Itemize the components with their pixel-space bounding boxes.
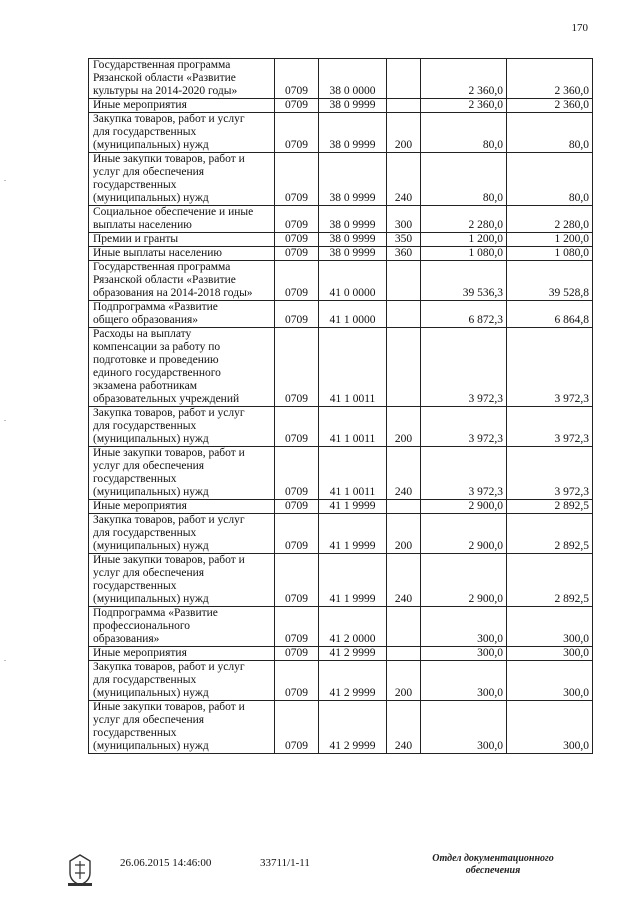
table-row [89,113,593,153]
row-section-code: 0709 [275,301,319,328]
row-amount-1: 300,0 [421,647,507,661]
row-name: Социальное обеспечение и иные выплаты населению [89,206,275,233]
row-name: Премии и гранты [89,233,275,247]
row-section-code: 0709 [275,153,319,206]
row-section-code: 0709 [275,59,319,99]
row-expense-type: 300 [387,206,421,233]
row-expense-type: 240 [387,447,421,500]
row-name: Расходы на выплату компенсации за работу по подготовке и проведению единого государственного экзамена работникам образовательных учреждений [89,328,275,407]
department-stamp: Отдел документационного обеспечения [432,853,554,876]
row-target-article: 41 1 0000 [319,301,387,328]
row-amount-2: 3 972,3 [507,447,593,500]
row-name: Государственная программа Рязанской области «Развитие культуры на 2014-2020 годы» [89,59,275,99]
row-amount-1: 3 972,3 [421,328,507,407]
table-row [89,301,593,328]
page-number: 170 [571,22,588,34]
budget-table-body [89,59,593,754]
row-amount-2: 2 892,5 [507,554,593,607]
table-row [89,661,593,701]
row-expense-type: 360 [387,247,421,261]
row-target-article: 41 1 0011 [319,407,387,447]
row-section-code: 0709 [275,99,319,113]
row-target-article: 41 2 9999 [319,661,387,701]
row-amount-2: 80,0 [507,153,593,206]
row-amount-1: 3 972,3 [421,407,507,447]
row-amount-1: 80,0 [421,153,507,206]
table-row [89,206,593,233]
row-amount-1: 2 900,0 [421,514,507,554]
table-row [89,99,593,113]
row-amount-2: 2 892,5 [507,500,593,514]
row-amount-2: 2 360,0 [507,59,593,99]
table-row [89,607,593,647]
row-amount-1: 1 200,0 [421,233,507,247]
table-row [89,554,593,607]
budget-table [88,58,593,754]
row-name: Закупка товаров, работ и услуг для государственных (муниципальных) нужд [89,407,275,447]
footer-datetime: 26.06.2015 14:46:00 [120,857,212,869]
footer-doc-code: 33711/1-11 [260,857,310,869]
row-expense-type [387,328,421,407]
row-amount-2: 80,0 [507,113,593,153]
row-amount-1: 80,0 [421,113,507,153]
row-expense-type: 240 [387,153,421,206]
row-amount-1: 39 536,3 [421,261,507,301]
row-target-article: 41 0 0000 [319,261,387,301]
row-section-code: 0709 [275,447,319,500]
row-expense-type: 200 [387,514,421,554]
row-section-code: 0709 [275,328,319,407]
row-section-code: 0709 [275,514,319,554]
row-section-code: 0709 [275,407,319,447]
row-amount-1: 300,0 [421,701,507,754]
row-name: Закупка товаров, работ и услуг для государственных (муниципальных) нужд [89,661,275,701]
margin-mark [4,420,6,421]
row-target-article: 41 2 0000 [319,607,387,647]
row-target-article: 38 0 9999 [319,113,387,153]
row-amount-1: 2 900,0 [421,500,507,514]
row-section-code: 0709 [275,661,319,701]
table-row [89,59,593,99]
row-section-code: 0709 [275,607,319,647]
row-section-code: 0709 [275,261,319,301]
row-section-code: 0709 [275,500,319,514]
row-name: Иные выплаты населению [89,247,275,261]
row-expense-type: 200 [387,407,421,447]
row-amount-2: 2 280,0 [507,206,593,233]
row-amount-2: 300,0 [507,701,593,754]
row-target-article: 41 1 0011 [319,447,387,500]
table-row [89,261,593,301]
row-target-article: 38 0 9999 [319,153,387,206]
row-amount-2: 3 972,3 [507,407,593,447]
row-name: Иные мероприятия [89,647,275,661]
row-amount-1: 3 972,3 [421,447,507,500]
row-amount-1: 1 080,0 [421,247,507,261]
row-name: Иные мероприятия [89,99,275,113]
row-expense-type [387,59,421,99]
row-section-code: 0709 [275,647,319,661]
table-row [89,153,593,206]
row-expense-type: 350 [387,233,421,247]
row-amount-2: 3 972,3 [507,328,593,407]
row-amount-1: 300,0 [421,661,507,701]
row-expense-type: 200 [387,661,421,701]
row-target-article: 38 0 0000 [319,59,387,99]
row-name: Закупка товаров, работ и услуг для государственных (муниципальных) нужд [89,113,275,153]
row-expense-type: 240 [387,701,421,754]
row-target-article: 38 0 9999 [319,233,387,247]
row-target-article: 38 0 9999 [319,247,387,261]
table-row [89,647,593,661]
row-section-code: 0709 [275,701,319,754]
row-target-article: 41 2 9999 [319,701,387,754]
row-name: Иные закупки товаров, работ и услуг для обеспечения государственных (муниципальных) нужд [89,554,275,607]
row-amount-1: 2 900,0 [421,554,507,607]
table-row [89,500,593,514]
row-target-article: 41 1 9999 [319,514,387,554]
row-target-article: 41 1 0011 [319,328,387,407]
table-row [89,328,593,407]
row-amount-2: 1 200,0 [507,233,593,247]
row-target-article: 41 2 9999 [319,647,387,661]
table-row [89,233,593,247]
row-name: Государственная программа Рязанской области «Развитие образования на 2014-2018 годы» [89,261,275,301]
row-amount-2: 300,0 [507,607,593,647]
table-row [89,514,593,554]
row-amount-1: 2 280,0 [421,206,507,233]
row-expense-type [387,261,421,301]
row-name: Подпрограмма «Развитие профессионального образования» [89,607,275,647]
row-amount-2: 300,0 [507,647,593,661]
row-amount-2: 39 528,8 [507,261,593,301]
row-target-article: 38 0 9999 [319,206,387,233]
row-name: Иные закупки товаров, работ и услуг для обеспечения государственных (муниципальных) нужд [89,447,275,500]
row-amount-1: 6 872,3 [421,301,507,328]
row-amount-2: 300,0 [507,661,593,701]
row-section-code: 0709 [275,554,319,607]
row-amount-1: 300,0 [421,607,507,647]
table-row [89,701,593,754]
row-expense-type [387,301,421,328]
row-amount-2: 6 864,8 [507,301,593,328]
row-target-article: 38 0 9999 [319,99,387,113]
row-amount-2: 2 360,0 [507,99,593,113]
row-section-code: 0709 [275,206,319,233]
row-name: Подпрограмма «Развитие общего образования» [89,301,275,328]
row-expense-type [387,607,421,647]
row-section-code: 0709 [275,233,319,247]
row-amount-2: 2 892,5 [507,514,593,554]
row-amount-1: 2 360,0 [421,59,507,99]
row-expense-type [387,647,421,661]
row-name: Иные закупки товаров, работ и услуг для обеспечения государственных (муниципальных) нужд [89,701,275,754]
row-target-article: 41 1 9999 [319,554,387,607]
row-target-article: 41 1 9999 [319,500,387,514]
row-section-code: 0709 [275,113,319,153]
row-amount-1: 2 360,0 [421,99,507,113]
margin-mark [4,660,6,661]
row-name: Закупка товаров, работ и услуг для государственных (муниципальных) нужд [89,514,275,554]
table-row [89,407,593,447]
coat-of-arms-icon [66,853,94,887]
row-expense-type [387,500,421,514]
row-section-code: 0709 [275,247,319,261]
table-row [89,247,593,261]
table-row [89,447,593,500]
row-name: Иные мероприятия [89,500,275,514]
row-amount-2: 1 080,0 [507,247,593,261]
row-expense-type: 200 [387,113,421,153]
row-expense-type [387,99,421,113]
row-expense-type: 240 [387,554,421,607]
row-name: Иные закупки товаров, работ и услуг для обеспечения государственных (муниципальных) нужд [89,153,275,206]
margin-mark [4,180,6,181]
